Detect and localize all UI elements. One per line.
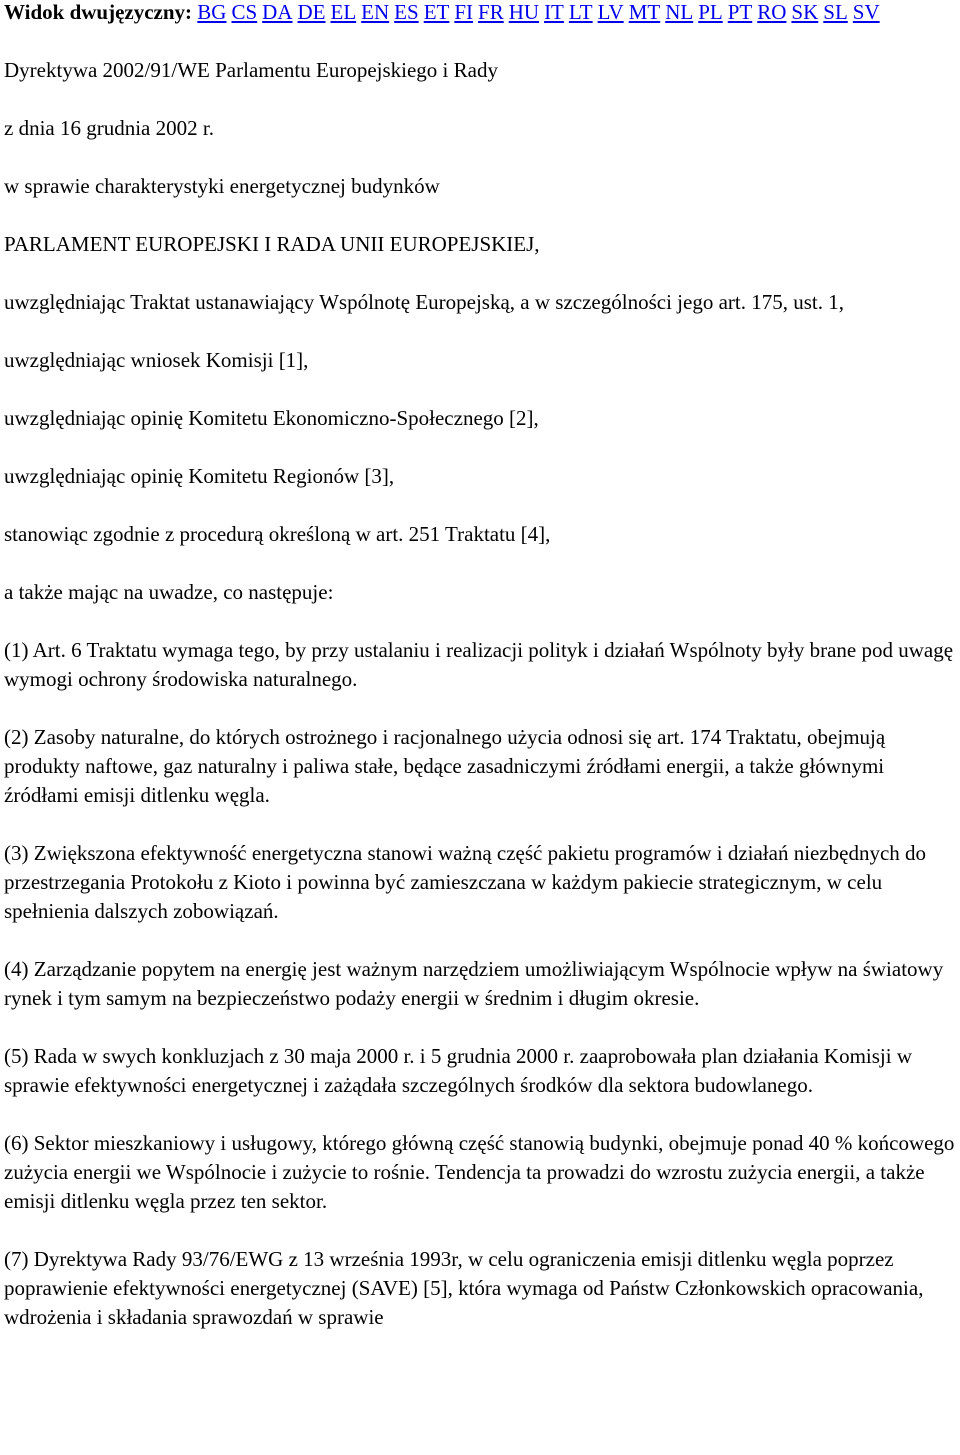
language-link-pt[interactable]: PT [727, 0, 753, 24]
language-bar [4, 0, 956, 27]
language-link-lt[interactable]: LT [568, 0, 593, 24]
recital-paragraph: (5) Rada w swych konkluzjach z 30 maja 2000 r. i 5 grudnia 2000 r. zaaprobowała plan działania Komisji w sprawie efektywności energetycznej i zażądała szczególnych środków dla sektora budowlanego. [4, 1044, 913, 1097]
recital-paragraph: (1) Art. 6 Traktatu wymaga tego, by przy ustalaniu i realizacji polityk i działań Wspólnoty były brane pod uwagę wymogi ochrony środowiska naturalnego. [4, 638, 954, 691]
recital-paragraph: (3) Zwiększona efektywność energetyczna stanowi ważną część pakietu programów i działań niezbędnych do przestrzegania Protokołu z Kioto i powinna być zamieszczana w każdym pakiecie strategicznym, w celu spełnienia dalszych zobowiązań. [4, 841, 927, 923]
language-link-da[interactable]: DA [262, 0, 293, 24]
recital-paragraph: (2) Zasoby naturalne, do których ostrożnego i racjonalnego użycia odnosi się art. 174 Traktatu, obejmują produkty naftowe, gaz naturalny i paliwa stałe, będące zasadniczymi źródłami energii, a także głównymi źródłami emisji ditlenku węgla. [4, 725, 886, 807]
language-link-cs[interactable]: CS [231, 0, 258, 24]
language-link-mt[interactable]: MT [628, 0, 661, 24]
language-link-lv[interactable]: LV [597, 0, 624, 24]
document-title: Dyrektywa 2002/91/WE Parlamentu Europejskiego i Rady [4, 58, 498, 82]
language-link-nl[interactable]: NL [665, 0, 694, 24]
language-link-bg[interactable]: BG [197, 0, 227, 24]
citation-item: uwzględniając Traktat ustanawiający Wspólnotę Europejską, a w szczególności jego art. 175, ust. 1, [4, 290, 844, 314]
language-link-sk[interactable]: SK [791, 0, 819, 24]
language-link-de[interactable]: DE [297, 0, 326, 24]
language-link-ro[interactable]: RO [757, 0, 787, 24]
language-link-es[interactable]: ES [394, 0, 419, 24]
document-authority: PARLAMENT EUROPEJSKI I RADA UNII EUROPEJSKIEJ, [4, 232, 540, 256]
language-link-et[interactable]: ET [423, 0, 450, 24]
language-link-sv[interactable]: SV [852, 0, 880, 24]
language-link-sl[interactable]: SL [823, 0, 848, 24]
citation-item: uwzględniając opinię Komitetu Ekonomiczno-Społecznego [2], [4, 406, 539, 430]
language-bar-label: Widok dwujęzyczny: [4, 0, 193, 24]
citation-item: stanowiąc zgodnie z procedurą określoną w art. 251 Traktatu [4], [4, 522, 551, 546]
citation-item: uwzględniając wniosek Komisji [1], [4, 348, 309, 372]
language-link-fr[interactable]: FR [478, 0, 504, 24]
recital-paragraph: (6) Sektor mieszkaniowy i usługowy, którego główną część stanowią budynki, obejmuje ponad 40 % końcowego zużycia energii we Wspólnocie i zużycie to rośnie. Tendencja ta prowadzi do wzrostu zużycia energii, a także emisji ditlenku węgla przez ten sektor. [4, 1131, 955, 1213]
document-subject: w sprawie charakterystyki energetycznej budynków [4, 174, 440, 198]
language-link-it[interactable]: IT [544, 0, 564, 24]
language-link-hu[interactable]: HU [508, 0, 540, 24]
language-link-pl[interactable]: PL [698, 0, 723, 24]
recital-paragraph: (7) Dyrektywa Rady 93/76/EWG z 13 września 1993r, w celu ograniczenia emisji ditlenku węgla poprzez poprawienie efektywności energetycznej (SAVE) [5], która wymaga od Państw Członkowskich opracowania, wdrożenia i składania sprawozdań w sprawie [4, 1247, 924, 1329]
recital-paragraph: (4) Zarządzanie popytem na energię jest ważnym narzędziem umożliwiającym Wspólnocie wpływ na światowy rynek i tym samym na bezpieczeństwo podaży energii w średnim i długim okresie. [4, 957, 944, 1010]
citation-item: uwzględniając opinię Komitetu Regionów [3], [4, 464, 395, 488]
language-link-el[interactable]: EL [330, 0, 357, 24]
document-date: z dnia 16 grudnia 2002 r. [4, 116, 214, 140]
language-link-en[interactable]: EN [361, 0, 390, 24]
language-link-fi[interactable]: FI [454, 0, 474, 24]
citation-item: a także mając na uwadze, co następuje: [4, 580, 334, 604]
